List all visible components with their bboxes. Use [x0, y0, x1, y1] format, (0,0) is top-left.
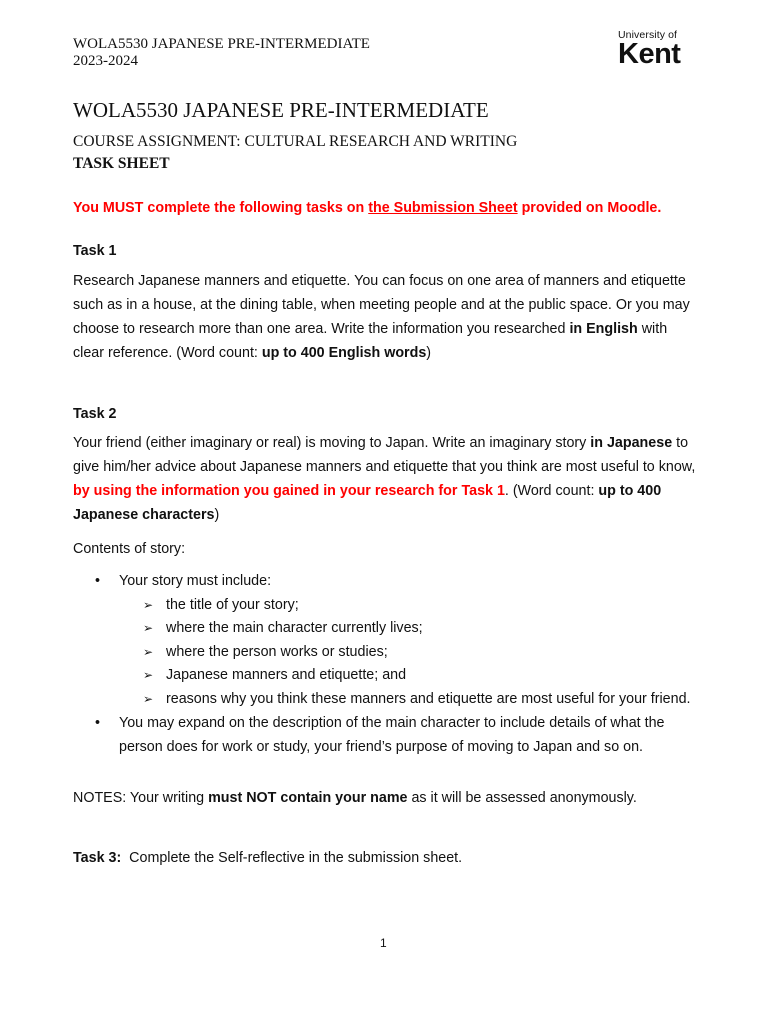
- notes-paragraph: [73, 786, 698, 810]
- assignment-subtitle: COURSE ASSIGNMENT: CULTURAL RESEARCH AND WRITING: [73, 133, 518, 150]
- arrow-bullet-icon: ➢: [143, 597, 154, 612]
- task2-red-text: by using the information you gained in your research for Task 1: [73, 483, 505, 499]
- task3-text: Complete the Self-reflective in the submission sheet.: [121, 850, 463, 866]
- task2-text: [73, 431, 698, 527]
- sub-list-item-text: the title of your story;: [166, 596, 299, 613]
- arrow-bullet-icon: ➢: [143, 621, 154, 635]
- list-item-text: Your story must include:: [119, 573, 272, 589]
- running-header: [73, 36, 370, 70]
- task3-line: [73, 846, 698, 870]
- task2-word-count: up to 400 Japanese characters: [73, 483, 662, 523]
- header-year: 2023-2024: [73, 53, 138, 69]
- instruction-part2: provided on Moodle.: [517, 200, 662, 216]
- story-requirements-list: [73, 570, 698, 759]
- arrow-bullet-icon: ➢: [143, 668, 154, 682]
- task2-heading: Task 2: [73, 406, 117, 422]
- task2-text4: ): [214, 507, 220, 523]
- header-course: WOLA5530 JAPANESE PRE-INTERMEDIATE: [73, 36, 370, 52]
- task1-heading: Task 1: [73, 243, 117, 259]
- task1-text2: with clear reference. (Word count:: [73, 321, 668, 361]
- notes-text2: as it will be assessed anonymously.: [407, 790, 637, 806]
- sub-list-item-text: reasons why you think these manners and etiquette are most useful for your friend.: [166, 690, 691, 707]
- sub-list-item: [73, 594, 698, 618]
- task1-text1: Research Japanese manners and etiquette. You can focus on one area of manners and etiquette such as in a house, at the dining table, when meeting people and at the public space. Or you may choose to research more than one area. Write the information you researched: [73, 273, 690, 337]
- sub-list-item-text: where the main character currently lives;: [166, 620, 423, 636]
- sub-list-item-text: where the person works or studies;: [166, 643, 388, 660]
- arrow-bullet-icon: ➢: [143, 644, 154, 659]
- list-item: [73, 711, 698, 759]
- arrow-bullet-icon: ➢: [143, 691, 154, 706]
- task2-text2: to give him/her advice about Japanese manners and etiquette that you think are most useful to know,: [73, 435, 696, 475]
- task2-text3: . (Word count:: [504, 483, 599, 499]
- task-sheet-heading: TASK SHEET: [73, 155, 170, 172]
- instruction-line: [73, 196, 698, 220]
- sub-list-item: [73, 617, 698, 641]
- page-number: 1: [380, 936, 387, 950]
- task1-text3: ): [426, 345, 432, 361]
- sub-list-item-text: Japanese manners and etiquette; and: [166, 667, 407, 683]
- sub-list-item: [73, 664, 698, 688]
- notes-text1: NOTES: Your writing: [73, 790, 209, 806]
- task1-text: [73, 269, 698, 365]
- notes-bold: must NOT contain your name: [208, 790, 408, 806]
- logo-kent: Kent: [618, 38, 681, 70]
- task1-bold1: in English: [569, 321, 638, 337]
- university-logo: [618, 29, 684, 70]
- task1-word-count: up to 400 English words: [261, 345, 427, 361]
- task3-heading: Task 3:: [73, 850, 122, 866]
- logo-university-of: University of: [618, 29, 678, 41]
- list-item: [73, 570, 698, 594]
- task2-text1: Your friend (either imaginary or real) is moving to Japan. Write an imaginary story: [73, 435, 591, 451]
- contents-label: Contents of story:: [73, 541, 186, 557]
- list-item-text: You may expand on the description of the main character to include details of what the person does for work or study, your friend’s purpose of moving to Japan and so on.: [119, 715, 665, 755]
- instruction-part1: You MUST complete the following tasks on: [73, 200, 369, 216]
- page-title: WOLA5530 JAPANESE PRE-INTERMEDIATE: [73, 98, 489, 122]
- sub-list-item: [73, 688, 698, 712]
- sub-list-item: [73, 641, 698, 665]
- bullet-icon: •: [95, 573, 101, 589]
- bullet-icon: •: [95, 715, 101, 731]
- task2-bold1: in Japanese: [590, 435, 673, 451]
- submission-sheet-link[interactable]: the Submission Sheet: [368, 200, 518, 216]
